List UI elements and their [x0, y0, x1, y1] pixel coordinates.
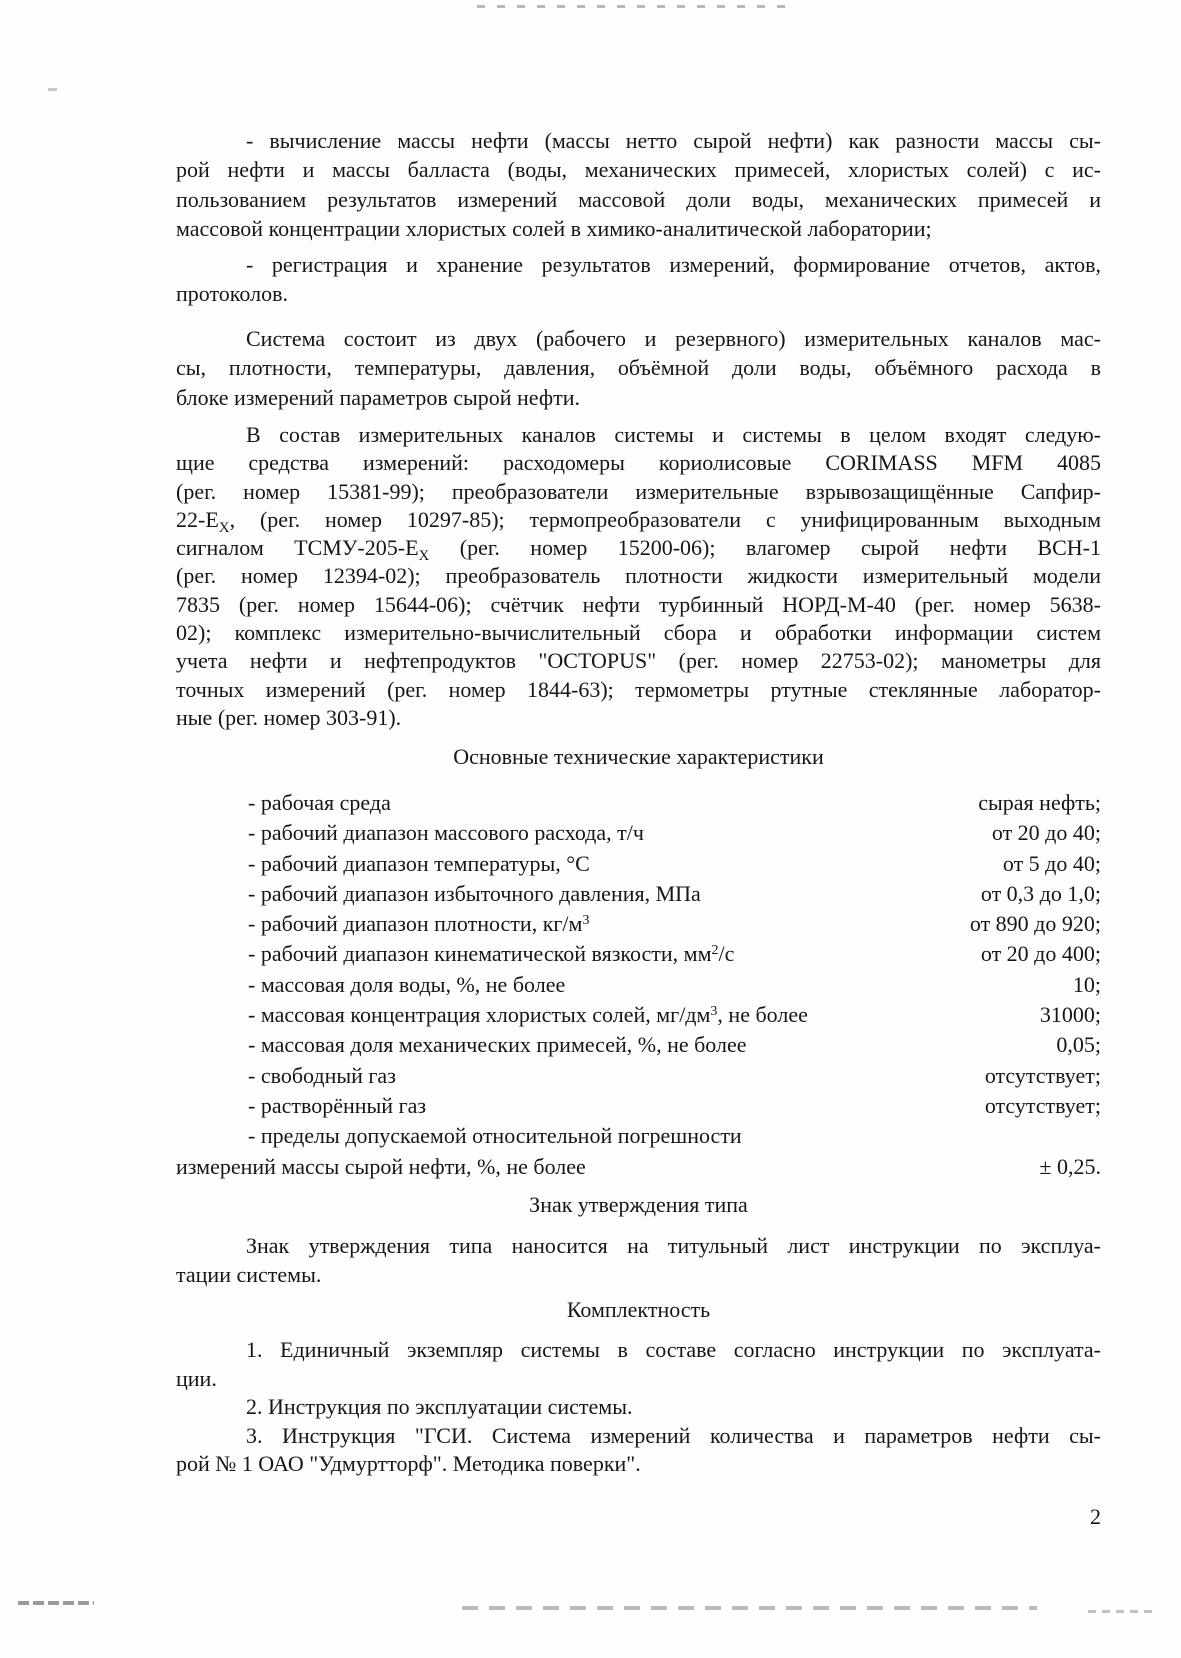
text-line: рой нефти и массы балласта (воды, механических примесей, хлористых солей) с ис-: [176, 157, 1101, 183]
spec-row: [176, 1030, 1101, 1060]
spec-label: - растворённый газ: [248, 1092, 427, 1118]
text-line: блоке измерений параметров сырой нефти.: [176, 384, 580, 410]
paragraph-mass-calculation: [176, 126, 1101, 244]
text-line: 3. Инструкция "ГСИ. Система измерений количества и параметров нефти сы-: [246, 1422, 1101, 1448]
spec-value: 31000;: [1039, 1002, 1101, 1028]
spec-label: измерений массы сырой нефти, %, не более: [176, 1153, 586, 1179]
text-line: ции.: [176, 1365, 217, 1391]
spec-row: [176, 1152, 1101, 1182]
section-heading-completeness: Комплектность: [566, 1297, 711, 1322]
text-line: [176, 506, 1101, 534]
text-run: , (рег. номер 10297-85); термопреобразователи с унифицированным выходным: [229, 506, 1101, 532]
spec-value: от 20 до 400;: [980, 941, 1101, 967]
spec-label: - пределы допускаемой относительной погрешности: [248, 1123, 742, 1149]
page-number: 2: [1090, 1504, 1101, 1529]
scan-artifact-bottom-middle-dashes: [462, 1606, 1037, 1610]
text-line: (рег. номер 15381-99); преобразователи измерительные взрывозащищённые Сапфир-: [176, 478, 1101, 504]
completeness-list: [176, 1336, 1101, 1479]
paragraph-completeness-item-2: [176, 1393, 1101, 1422]
text-line: пользованием результатов измерений массовой доли воды, механических примесей и: [176, 186, 1101, 212]
text-line: [176, 534, 1101, 565]
spec-row: [176, 1000, 1101, 1030]
superscript: 3: [582, 913, 590, 929]
spec-row: [176, 1061, 1101, 1091]
spec-row: [176, 818, 1101, 848]
text-line: 02); комплекс измерительно-вычислительный сбора и обработки информации систем: [176, 620, 1101, 646]
text-line: сы, плотности, температуры, давления, объёмной доли воды, объёмного расхода в: [176, 355, 1101, 381]
spec-row: [176, 1091, 1101, 1121]
subscript: Х: [418, 548, 430, 565]
spec-label: - рабочий диапазон температуры, °С: [248, 850, 590, 876]
text-line: точных измерений (рег. номер 1844-63); термометры ртутные стеклянные лаборатор-: [176, 676, 1101, 702]
text-line: щие средства измерений: расходомеры кориолисовые CORIMASS MFM 4085: [176, 450, 1101, 476]
spec-value: от 890 до 920;: [969, 911, 1101, 937]
text-run: , не более: [717, 1002, 808, 1028]
text-run: - рабочий диапазон кинематической вязкости, мм: [248, 941, 712, 967]
text-line: рой № 1 ОАО "Удмуртторф". Методика поверки".: [176, 1451, 641, 1477]
spec-label: [176, 939, 734, 969]
spec-row: [176, 879, 1101, 909]
spec-value: 0,05;: [1056, 1032, 1101, 1058]
text-line: массовой концентрации хлористых солей в химико-аналитической лаборатории;: [176, 216, 932, 242]
paragraph-registration: [176, 250, 1101, 309]
spec-list: [176, 788, 1101, 1182]
spec-row: [176, 939, 1101, 969]
text-run: - массовая концентрация хлористых солей, мг/дм: [248, 1002, 711, 1028]
text-line: В состав измерительных каналов системы и системы в целом входят следую-: [246, 422, 1101, 447]
spec-value: сырая нефть;: [978, 790, 1101, 815]
section-heading-technical-characteristics: Основные технические характеристики: [453, 744, 824, 769]
text-line: Знак утверждения типа наносится на титульный лист инструкции по эксплуа-: [246, 1233, 1101, 1258]
spec-label: - свободный газ: [248, 1062, 396, 1088]
spec-value: ± 0,25.: [1039, 1153, 1101, 1179]
text-line: учета нефти и нефтепродуктов "OCTOPUS" (рег. номер 22753-02); манометры для: [176, 648, 1101, 674]
section-heading-type-approval-mark: Знак утверждения типа: [529, 1192, 748, 1217]
text-line: тации системы.: [176, 1262, 322, 1288]
subscript: Х: [218, 519, 230, 536]
spec-label: - рабочий диапазон избыточного давления, МПа: [248, 880, 701, 906]
scan-artifact-top-dashes: [477, 5, 790, 8]
superscript: 3: [710, 1004, 718, 1020]
paragraph-measuring-instruments: [176, 421, 1101, 732]
paragraph-system-channels: [176, 324, 1101, 412]
scan-artifact-bottom-right-dashes: [1088, 1610, 1152, 1613]
spec-label: - рабочий диапазон массового расхода, т/ч: [248, 820, 644, 846]
superscript: 2: [711, 943, 719, 959]
paragraph-type-approval-mark: [176, 1231, 1101, 1290]
text-line: - вычисление массы нефти (массы нетто сырой нефти) как разности массы сы-: [246, 128, 1101, 153]
text-run: - рабочий диапазон плотности, кг/м: [248, 911, 583, 937]
text-run: /с: [718, 941, 735, 967]
text-line: ные (рег. номер 303-91).: [176, 704, 402, 730]
scan-artifact-bottom-left-dashes: [18, 1601, 94, 1605]
spec-row: [176, 970, 1101, 1000]
spec-row: [176, 788, 1101, 818]
spec-value: 10;: [1072, 971, 1101, 997]
spec-label: - рабочая среда: [248, 790, 391, 815]
spec-value: отсутствует;: [984, 1092, 1101, 1118]
text-line: 2. Инструкция по эксплуатации системы.: [246, 1394, 633, 1420]
spec-label: - массовая доля воды, %, не более: [248, 971, 566, 997]
text-run: 22-Е: [176, 506, 219, 532]
scan-artifact-speck: [48, 88, 57, 91]
spec-value: от 5 до 40;: [1002, 850, 1101, 876]
text-run: (рег. номер 15200-06); влагомер сырой нефти ВСН-1: [429, 535, 1101, 561]
spec-value: отсутствует;: [984, 1062, 1101, 1088]
text-line: 7835 (рег. номер 15644-06); счётчик нефти турбинный НОРД-М-40 (рег. номер 5638-: [176, 591, 1101, 617]
text-line: Система состоит из двух (рабочего и резервного) измерительных каналов мас-: [246, 326, 1101, 351]
spec-label: - массовая доля механических примесей, %, не более: [248, 1032, 747, 1058]
paragraph-completeness-item-1: [176, 1336, 1101, 1393]
spec-row: [176, 909, 1101, 939]
text-line: протоколов.: [176, 281, 288, 307]
text-run: сигналом ТСМУ-205-Е: [176, 535, 419, 561]
spec-label: [176, 1000, 808, 1030]
spec-value: от 0,3 до 1,0;: [980, 880, 1101, 906]
spec-value: от 20 до 40;: [991, 820, 1101, 846]
text-line: (рег. номер 12394-02); преобразователь плотности жидкости измерительный модели: [176, 563, 1101, 589]
spec-label: [176, 909, 589, 939]
text-line: - регистрация и хранение результатов измерений, формирование отчетов, актов,: [246, 252, 1101, 277]
spec-row: [176, 1121, 1101, 1151]
paragraph-completeness-item-3: [176, 1422, 1101, 1479]
text-line: 1. Единичный экземпляр системы в составе согласно инструкции по эксплуата-: [246, 1337, 1101, 1362]
spec-row: [176, 849, 1101, 879]
